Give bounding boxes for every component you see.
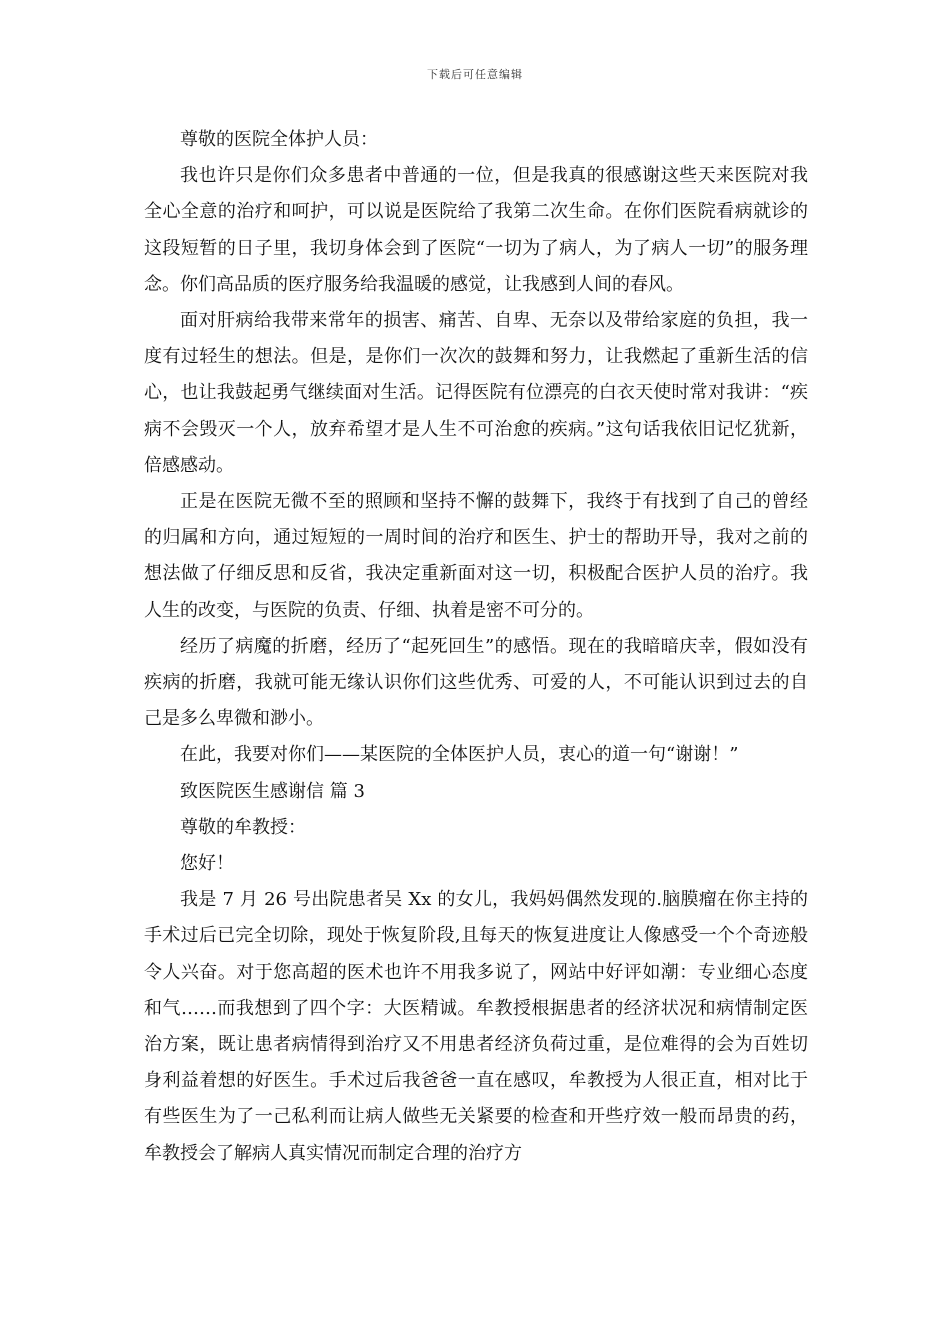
header-note: 下载后可任意编辑 bbox=[427, 68, 523, 81]
paragraph: 面对肝病给我带来常年的损害、痛苦、自卑、无奈以及带给家庭的负担，我一度有过轻生的想法。但是，是你们一次次的鼓舞和努力，让我燃起了重新生活的信心，也让我鼓起勇气继续面对生活。记得医院有位漂亮的白衣天使时常对我讲：“疾病不会毁灭一个人，放弃希望才是人生不可治愈的疾病。”这句话我依旧记忆犹新，倍感感动。 bbox=[144, 310, 808, 476]
paragraph: 正是在医院无微不至的照顾和坚持不懈的鼓舞下，我终于有找到了自己的曾经的归属和方向，通过短短的一周时间的治疗和医生、护士的帮助开导，我对之前的想法做了仔细反思和反省，我决定重新面对这一切，积极配合医护人员的治疗。我人生的改变，与医院的负责、仔细、执着是密不可分的。 bbox=[144, 491, 808, 621]
paragraph: 我是 7 月 26 号出院患者吴 Xx 的女儿，我妈妈偶然发现的.脑膜瘤在你主持的手术过后已完全切除，现处于恢复阶段,且每天的恢复进度让人像感受一个个奇迹般令人兴奋。对于您高超的医术也许不用我多说了，网站中好评如潮：专业细心态度和气……而我想到了四个字：大医精诚。牟教授根据患者的经济状况和病情制定医治方案，既让患者病情得到治疗又不用患者经济负荷过重，是位难得的会为百姓切身利益着想的好医生。手术过后我爸爸一直在感叹，牟教授为人很正直，相对比于有些医生为了一己私利而让病人做些无关紧要的检查和开些疗效一般而昂贵的药，牟教授会了解病人真实情况而制定合理的治疗方 bbox=[144, 889, 808, 1164]
section-title: 致医院医生感谢信 篇 3 bbox=[180, 780, 365, 802]
paragraph: 经历了病魔的折磨，经历了“起死回生”的感悟。现在的我暗暗庆幸，假如没有疾病的折磨，我就可能无缘认识你们这些优秀、可爱的人，不可能认识到过去的自己是多么卑微和渺小。 bbox=[144, 635, 808, 730]
closing-line: 在此，我要对你们——某医院的全体医护人员，衷心的道一句“谢谢！” bbox=[180, 744, 739, 766]
greeting: 您好！ bbox=[180, 853, 234, 875]
salutation: 尊敬的牟教授： bbox=[180, 816, 306, 838]
letter-body bbox=[144, 122, 808, 1172]
paragraph: 我也许只是你们众多患者中普通的一位，但是我真的很感谢这些天来医院对我全心全意的治疗和呵护，可以说是医院给了我第二次生命。在你们医院看病就诊的这段短暂的日子里，我切身体会到了医院“一切为了病人，为了病人一切”的服务理念。你们高品质的医疗服务给我温暖的感觉，让我感到人间的春风。 bbox=[144, 165, 808, 295]
salutation: 尊敬的医院全体护人员： bbox=[180, 129, 378, 150]
